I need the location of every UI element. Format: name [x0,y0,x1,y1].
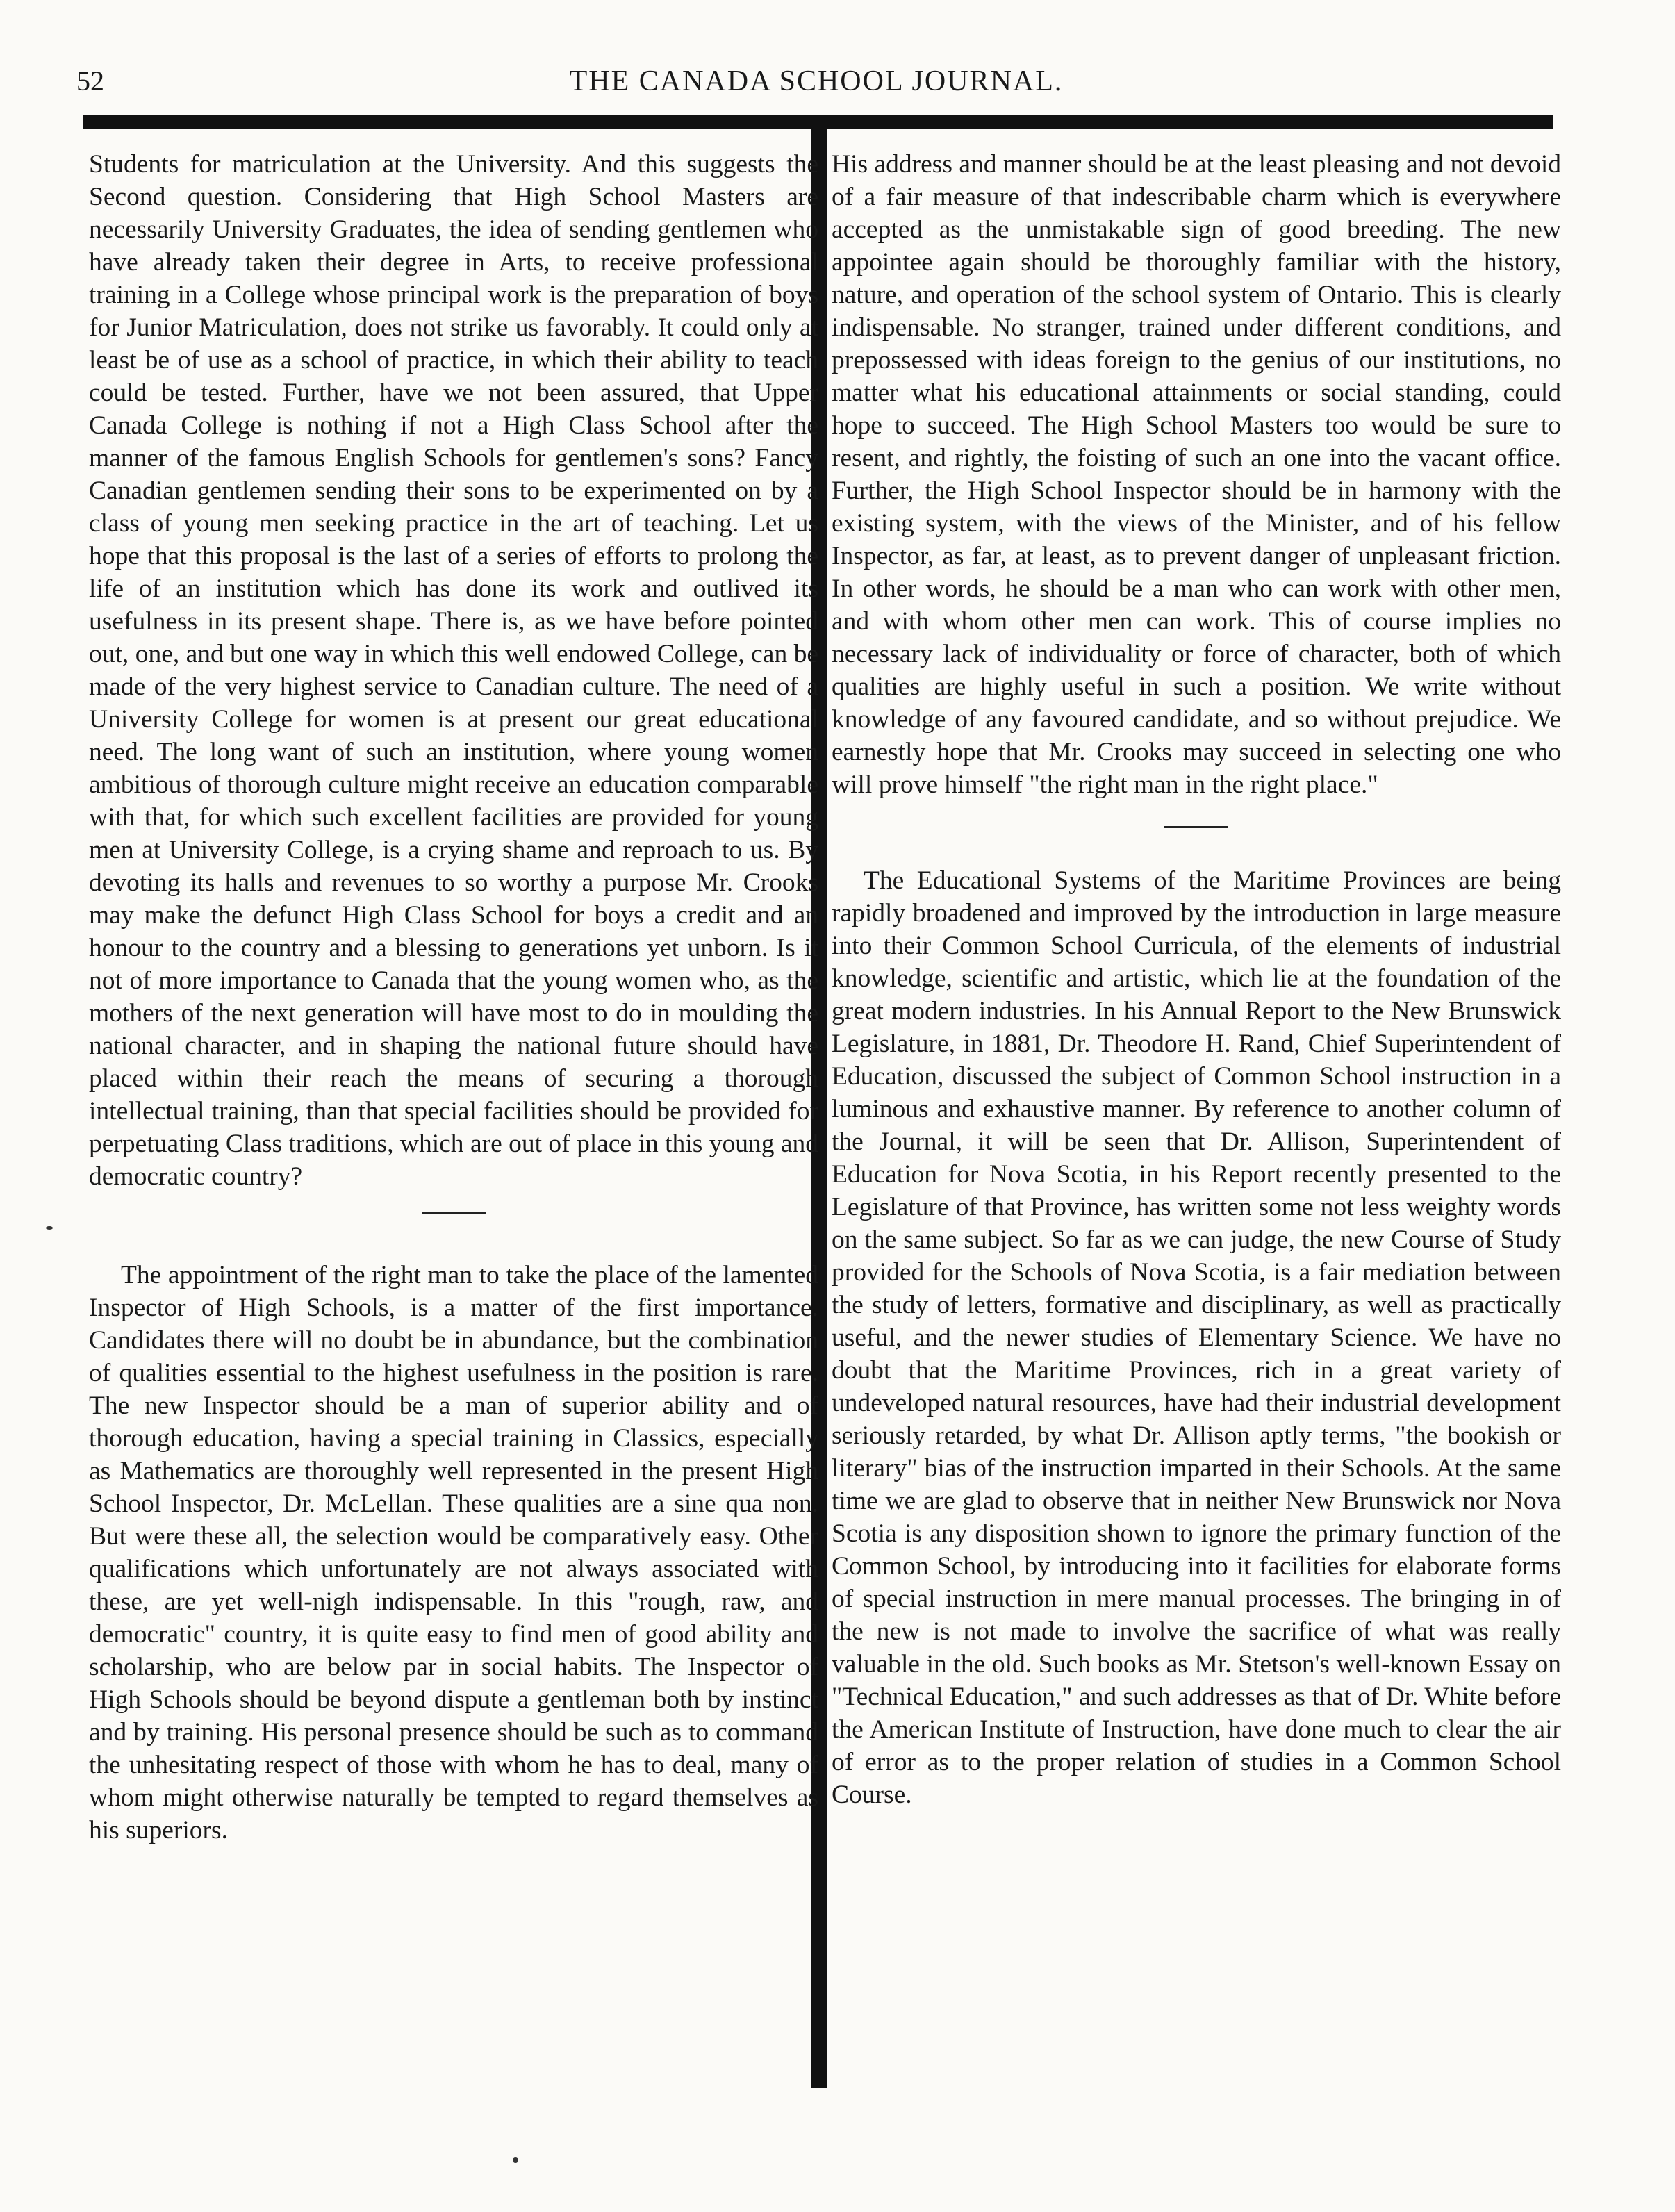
paragraph-inspector-appointment: The appointment of the right man to take the place of the lamented Inspector of High Schools, is a matter of the first importance. Candidates there will no doubt be in abundance, but the combination of qualities essential to the highest usefulness in the position is rare. The new Inspector should be a man of superior ability and of thorough education, having a special training in Classics, especially as Mathematics are thoroughly well represented in the present High School Inspector, Dr. McLellan. These qualities are a sine qua non. But were these all, the selection would be comparatively easy. Other qualifications which unfortunately are not always associated with these, are yet well-nigh indispensable. In this "rough, raw, and democratic" country, it is quite easy to find men of good ability and scholarship, who are below par in social habits. The Inspector of High Schools should be beyond dispute a gentleman both by instinct and by training. His personal presence should be such as to command the unhesitating respect of those with whom he has to deal, many of whom might otherwise naturally be tempted to regard themselves as his superiors. [89,1261,818,1844]
print-speck [513,2157,518,2163]
left-column [89,148,818,1847]
paragraph-maritime-provinces: The Educational Systems of the Maritime Provinces are being rapidly broadened and improved by the introduction in large measure into their Common School Curricula, of the elements of industrial knowledge, scientific and artistic, which lie at the foundation of the great modern industries. In his Annual Report to the New Brunswick Legislature, in 1881, Dr. Theodore H. Rand, Chief Superintendent of Education, discussed the subject of Common School instruction in a luminous and exhaustive manner. By reference to another column of the Journal, it will be seen that Dr. Allison, Superintendent of Education for Nova Scotia, in his Report recently presented to the Legislature of that Province, has written some not less weighty words on the same subject. So far as we can judge, the new Course of Study provided for the Schools of Nova Scotia, is a fair mediation between the study of letters, formative and disciplinary, as well as practically useful, and the newer studies of Elementary Science. We have no doubt that the Maritime Provinces, rich in a great variety of undeveloped natural resources, have had their industrial development seriously retarded, by what Dr. Allison aptly terms, "the bookish or literary" bias of the instruction imparted in their Schools. At the same time we are glad to observe that in neither New Brunswick nor Nova Scotia is any disposition shown to ignore the primary function of the Common School, by introducing into it facilities for elaborate forms of special instruction in mere manual processes. The bringing in of the new is not made to involve the sacrifice of what was really valuable in the old. Such books as Mr. Stetson's well-known Essay on "Technical Education," and such addresses as that of Dr. White before the American Institute of Instruction, have done much to clear the air of error as to the proper relation of studies in a Common School Course. [832,866,1561,1809]
paragraph-inspector-qualities: His address and manner should be at the least pleasing and not devoid of a fair measure of that indescribable charm which is everywhere accepted as the unmistakable sign of good breeding. The new appointee again should be thoroughly familiar with the history, nature, and operation of the school system of Ontario. This is clearly indispensable. No stranger, trained under different conditions, and prepossessed with ideas foreign to the genius of our institutions, no matter what his educational attainments or social standing, could hope to succeed. The High School Masters too would be sure to resent, and rightly, the foisting of such an one into the vacant office. Further, the High School Inspector should be in harmony with the existing system, with the views of the Minister, and of his fellow Inspector, as far, at least, as to prevent danger of unpleasant friction. In other words, he should be a man who can work with other men, and with whom other men can work. This of course implies no necessary lack of individuality or force of character, both of which qualities are highly useful in such a position. We write without knowledge of any favoured candidate, and so without prejudice. We earnestly hope that Mr. Crooks may succeed in selecting one who will prove himself "the right man in the right place." [832,150,1561,799]
running-head [76,64,1556,106]
journal-title: THE CANADA SCHOOL JOURNAL. [569,65,1064,97]
paragraph-upper-canada-college: Students for matriculation at the University. And this suggests the Second question. Considering that High School Masters are necessarily University Graduates, the idea of sending gentlemen who have already taken their degree in Arts, to receive professional training in a College whose principal work is the preparation of boys for Junior Matriculation, does not strike us favorably. It could only at least be of use as a school of practice, in which their ability to teach could be tested. Further, have we not been assured, that Upper Canada College is nothing if not a High Class School after the manner of the famous English Schools for gentlemen's sons? Fancy Canadian gentlemen sending their sons to be experimented on by a class of young men seeking practice in the art of teaching. Let us hope that this proposal is the last of a series of efforts to prolong the life of an institution which has done its work and outlived its usefulness in its present shape. There is, as we have before pointed out, one, and but one way in which this well endowed College, can be made of the very highest service to Canadian culture. The need of a University College for women is at present our great educational need. The long want of such an institution, where young women ambitious of thorough culture might receive an education comparable with that, for which such excellent facilities are provided for young men at University College, is a crying shame and reproach to us. By devoting its halls and revenues to so worthy a purpose Mr. Crooks may make the defunct High Class School for boys a credit and an honour to the country and a blessing to generations yet unborn. Is it not of more importance to Canada that the young women who, as the mothers of the next generation will have most to do in moulding the national character, and in shaping the national future should have placed within their reach the means of securing a thorough intellectual training, than that special facilities should be provided for perpetuating Class traditions, which are out of place in this young and democratic country? [89,150,818,1191]
page-number: 52 [76,65,104,97]
section-separator [1164,826,1228,828]
right-column [832,148,1561,1811]
print-speck [46,1226,53,1230]
section-separator [422,1212,486,1214]
